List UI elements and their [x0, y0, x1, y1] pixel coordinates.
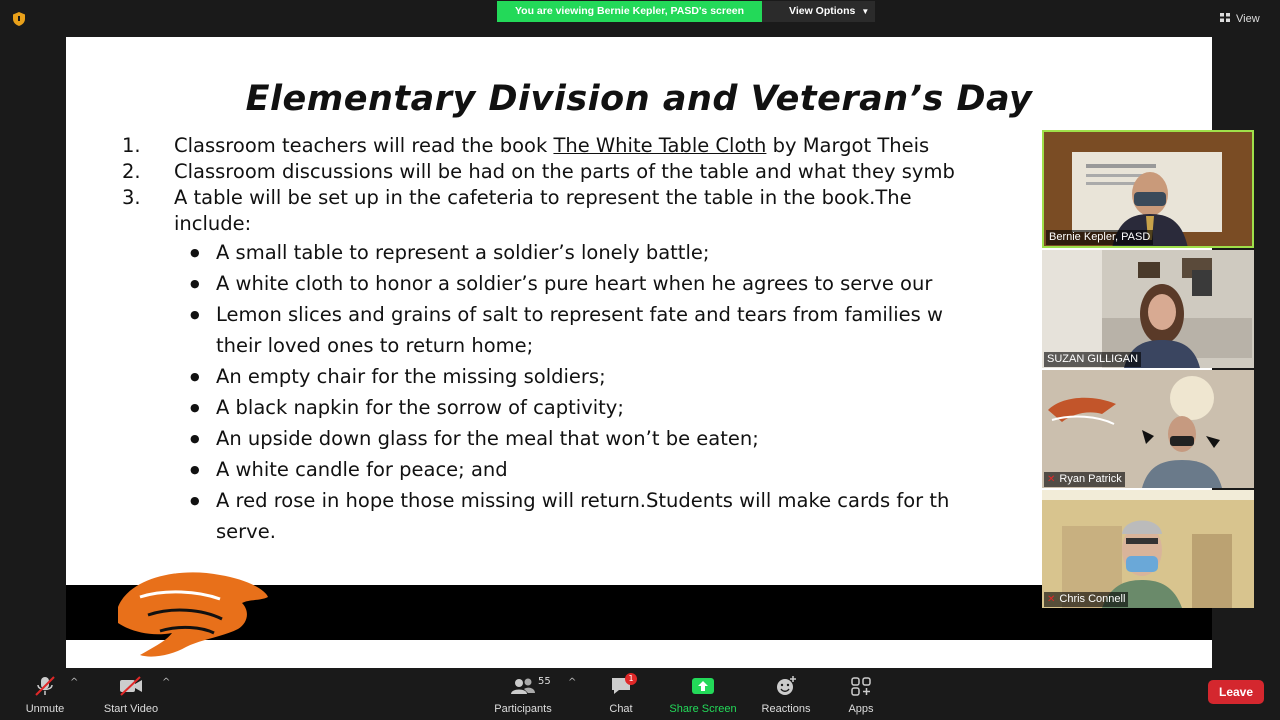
muted-mic-icon: ✕: [1047, 594, 1056, 605]
video-off-icon: [118, 675, 144, 697]
bullet-item: ● A white candle for peace; and: [188, 454, 1212, 485]
view-options-label: View Options: [789, 5, 856, 17]
view-label: View: [1236, 13, 1260, 25]
share-screen-label: Share Screen: [669, 703, 737, 715]
chat-unread-badge: 1: [625, 673, 637, 685]
bullet-item: ● A white cloth to honor a soldier’s pure heart when he agrees to serve our: [188, 268, 1212, 299]
apps-label: Apps: [848, 703, 874, 715]
item-text: by Margot Theis: [766, 134, 930, 157]
smiley-add-icon: [774, 675, 798, 697]
video-tile[interactable]: [1042, 250, 1254, 368]
video-tile[interactable]: [1042, 130, 1254, 248]
chat-label: Chat: [609, 703, 633, 715]
participants-icon: [510, 675, 536, 697]
start-video-button[interactable]: [100, 669, 162, 720]
participant-video: [1042, 370, 1254, 488]
apps-button[interactable]: [842, 669, 880, 720]
bullet-item: ● A black napkin for the sorrow of captivity;: [188, 392, 1212, 423]
unmute-button[interactable]: [20, 669, 70, 720]
item-number: 3.: [122, 186, 141, 209]
leave-button[interactable]: Leave: [1208, 680, 1264, 704]
participant-video: [1042, 250, 1254, 368]
participant-video: [1042, 490, 1254, 608]
item-text: Classroom teachers will read the book: [174, 134, 554, 157]
participant-name: Ryan Patrick: [1059, 473, 1122, 485]
muted-microphone-icon: [33, 675, 57, 697]
bullet-item: ● An empty chair for the missing soldiers;: [188, 361, 1212, 392]
unmute-label: Unmute: [25, 703, 65, 715]
view-options-button[interactable]: [762, 1, 875, 22]
bullet-item: ● Lemon slices and grains of salt to represent fate and tears from families w: [188, 299, 1212, 330]
participant-name-label: [1044, 472, 1125, 487]
book-title: The White Table Cloth: [553, 134, 767, 157]
meeting-toolbar: [0, 669, 1280, 720]
security-shield-icon[interactable]: [13, 12, 25, 26]
shared-screen-slide: [66, 37, 1212, 668]
share-screen-icon: [691, 675, 715, 697]
participants-count: 55: [538, 676, 551, 687]
meeting-top-bar: [0, 0, 1280, 36]
video-tile[interactable]: [1042, 490, 1254, 608]
audio-options-chevron-icon[interactable]: ^: [70, 677, 79, 688]
chevron-down-icon: ▼: [861, 7, 870, 16]
item-text: A table will be set up in the cafeteria to represent the table in the book.The: [174, 186, 912, 209]
apps-icon: [849, 675, 873, 697]
bullet-item: ● An upside down glass for the meal that won’t be eaten;: [188, 423, 1212, 454]
video-tile[interactable]: [1042, 370, 1254, 488]
item-number: 2.: [122, 160, 141, 183]
viewing-screen-banner: You are viewing Bernie Kepler, PASD's screen: [497, 1, 762, 22]
participant-name: Chris Connell: [1059, 593, 1126, 605]
view-button[interactable]: [1220, 10, 1260, 28]
participant-name-label: [1044, 352, 1141, 367]
wildcat-logo: [110, 567, 270, 659]
participant-name-label: [1046, 230, 1153, 245]
reactions-label: Reactions: [761, 703, 811, 715]
item-text: Classroom discussions will be had on the parts of the table and what they symb: [174, 160, 955, 183]
bullet-item-continuation: serve.: [216, 520, 276, 543]
reactions-button[interactable]: [758, 669, 814, 720]
share-screen-button[interactable]: [668, 669, 738, 720]
participant-name: SUZAN GILLIGAN: [1047, 353, 1139, 365]
grid-view-icon: [1220, 13, 1230, 22]
muted-mic-icon: ✕: [1047, 474, 1056, 485]
bullet-item: ● A small table to represent a soldier’s lonely battle;: [188, 237, 1212, 268]
start-video-label: Start Video: [103, 703, 159, 715]
bullet-item-continuation: their loved ones to return home;: [216, 334, 534, 357]
item-number: 1.: [122, 134, 141, 157]
video-options-chevron-icon[interactable]: ^: [162, 677, 171, 688]
bullet-item: ● A red rose in hope those missing will return.Students will make cards for th: [188, 485, 1212, 516]
item-text: include:: [174, 212, 252, 235]
slide-title: Elementary Division and Veteran’s Day: [245, 79, 1033, 119]
participants-options-chevron-icon[interactable]: ^: [568, 677, 577, 688]
participant-name-label: [1044, 592, 1128, 607]
participants-label: Participants: [494, 703, 552, 715]
participant-name: Bernie Kepler, PASD: [1049, 231, 1151, 243]
